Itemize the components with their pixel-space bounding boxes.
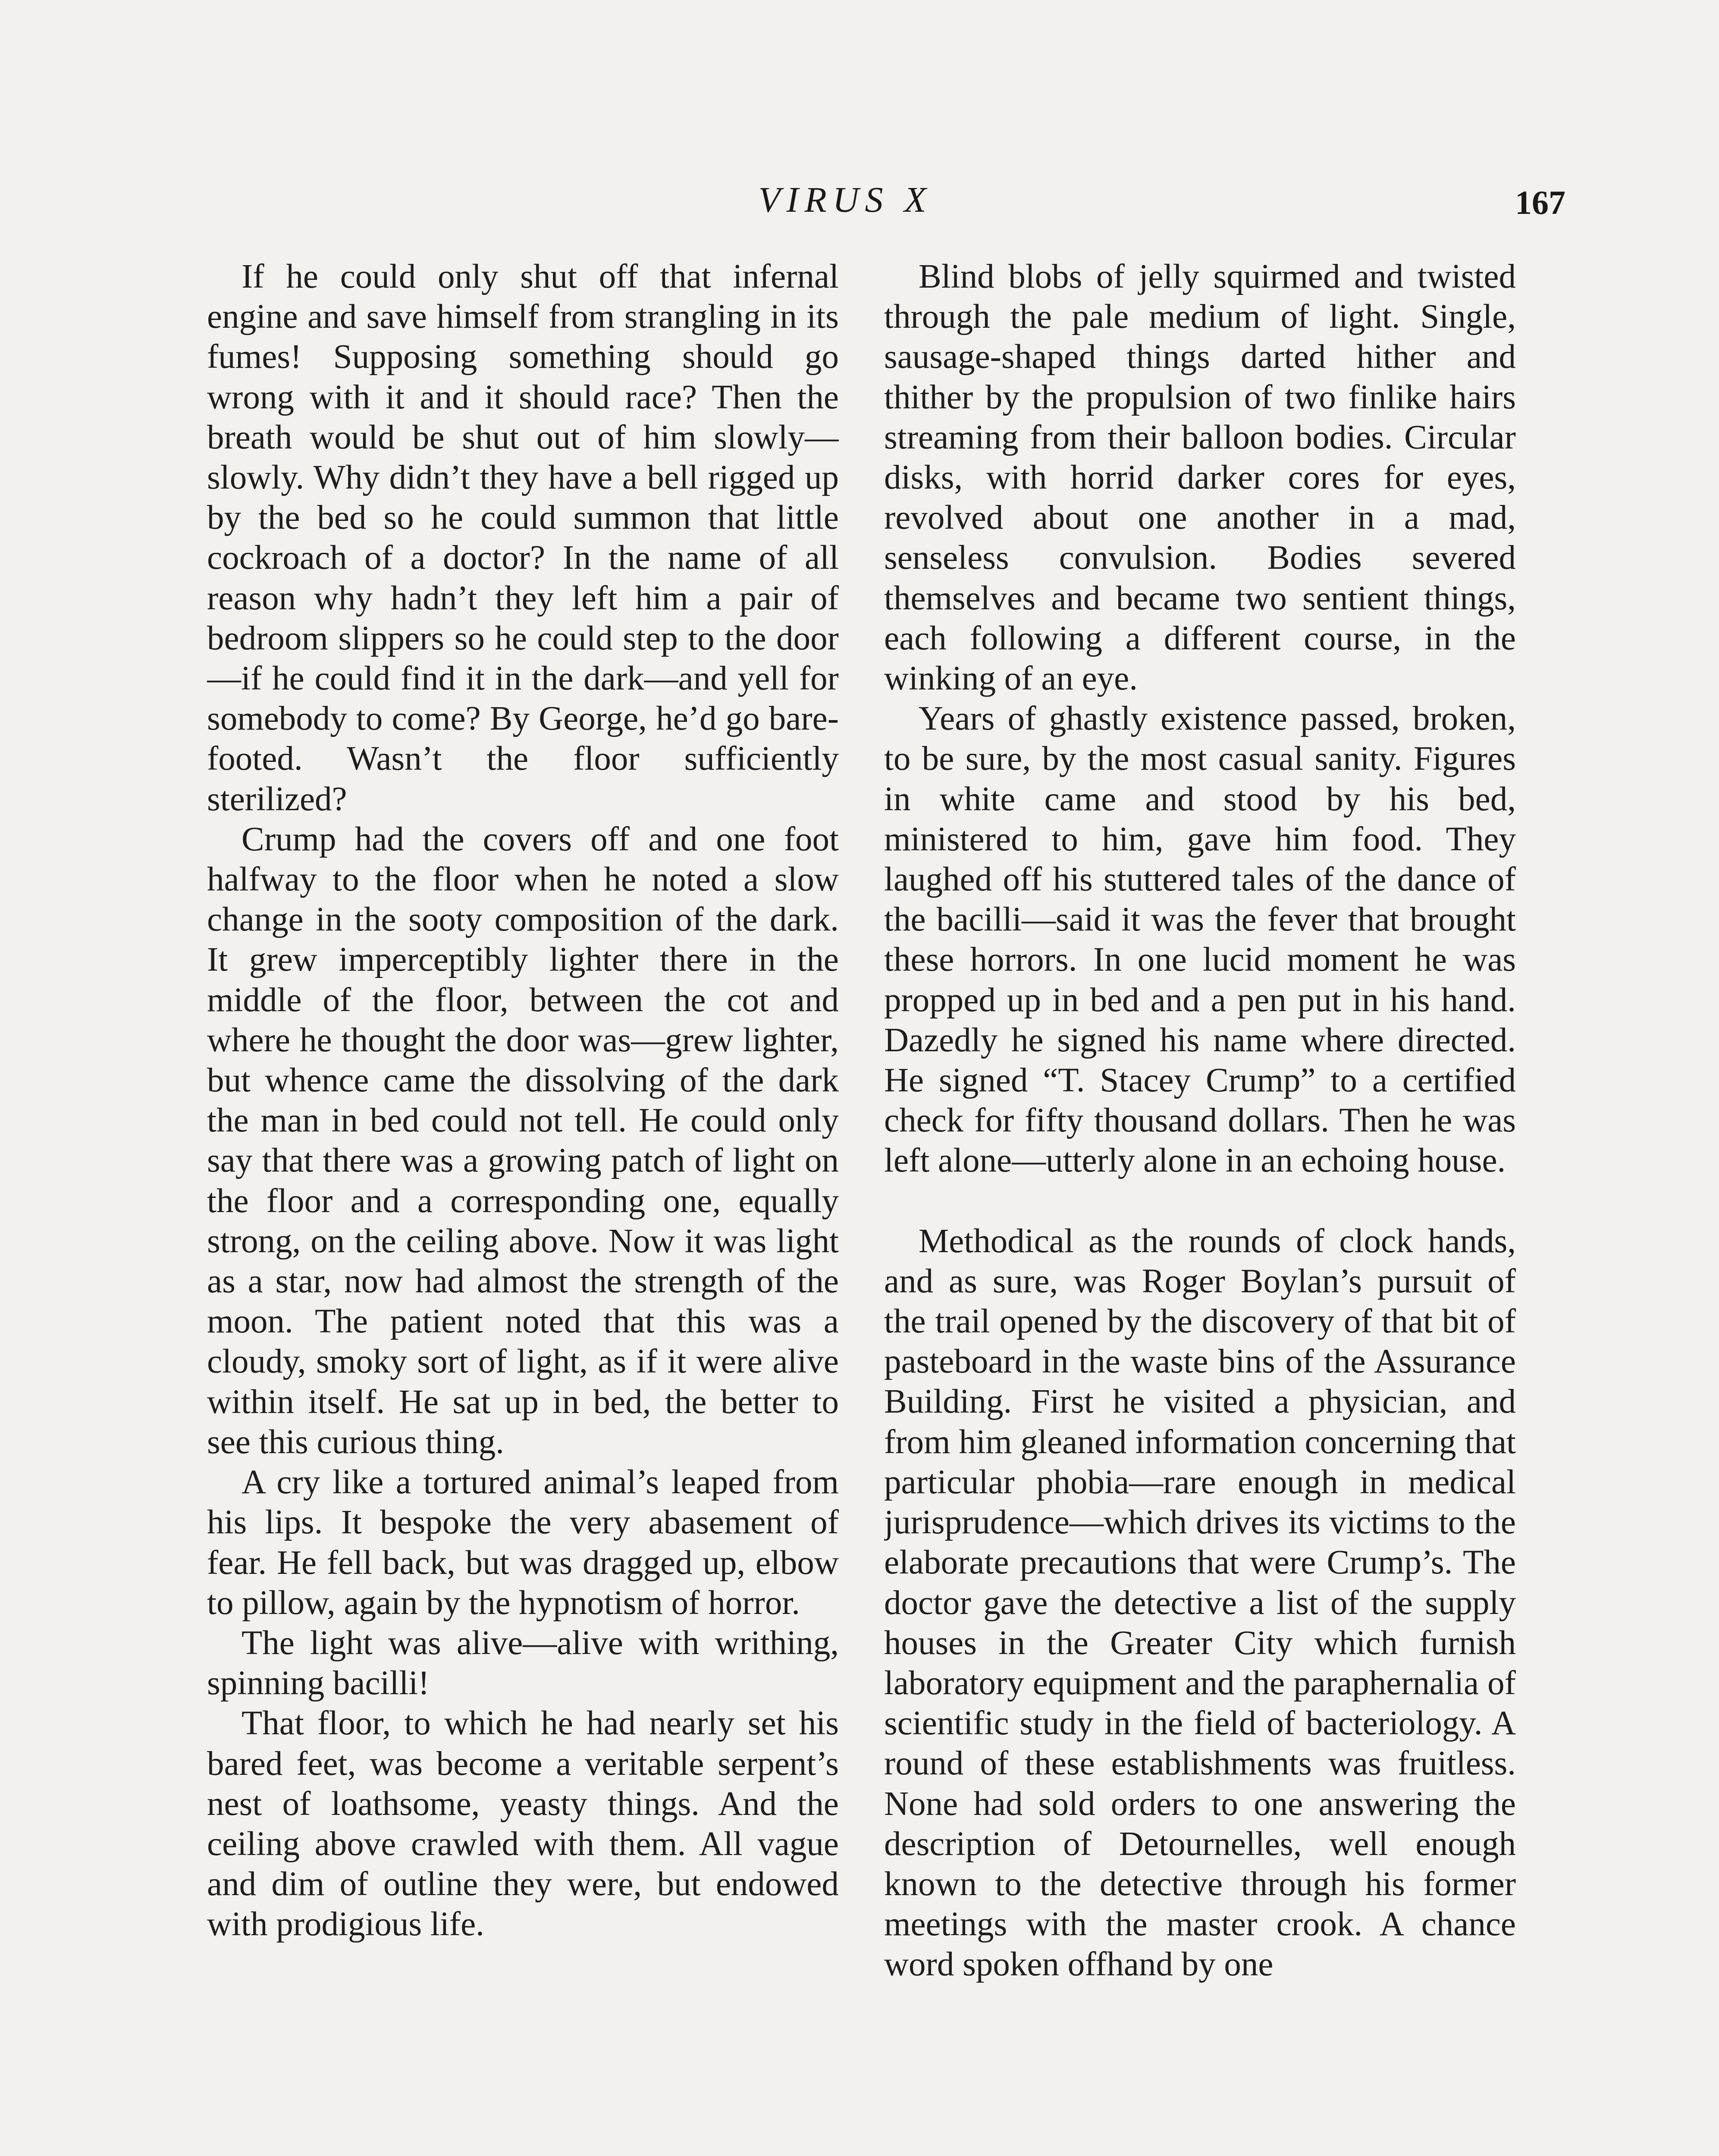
paragraph: If he could only shut off that infernal engine and save himself from strangling in its fumes! Supposing something should go wrong with it and it should race? Then the breath would be shut out of him slowly—slowly. Why didn’t they have a bell rigged up by the bed so he could summon that little cockroach of a doctor? In the name of all reason why hadn’t they left him a pair of bedroom slippers so he could step to the door—if he could find it in the dark—and yell for somebody to come? By George, he’d go barefooted. Wasn’t the floor sufficiently sterilized?	[207, 258, 839, 818]
paragraph: A cry like a tortured animal’s leaped from his lips. It bespoke the very abasement of fear. He fell back, but was dragged up, elbow to pillow, again by the hypnotism of horror.	[207, 1463, 839, 1622]
paragraph: Blind blobs of jelly squirmed and twisted through the pale medium of light. Single, sausage-shaped things darted hither and thither by the propulsion of two finlike hairs streaming from their balloon bodies. Circular disks, with horrid darker cores for eyes, revolved about one another in a mad, senseless convulsion. Bodies severed themselves and became two sentient things, each following a different course, in the winking of an eye.	[884, 258, 1516, 698]
left-column	[207, 257, 839, 2156]
paragraph: Crump had the covers off and one foot halfway to the floor when he noted a slow change in the sooty composition of the dark. It grew imperceptibly lighter there in the middle of the floor, between the cot and where he thought the door was—grew lighter, but whence came the dissolving of the dark the man in bed could not tell. He could only say that there was a growing patch of light on the floor and a corresponding one, equally strong, on the ceiling above. Now it was light as a star, now had almost the strength of the moon. The patient noted that this was a cloudy, smoky sort of light, as if it were alive within itself. He sat up in bed, the better to see this curious thing.	[207, 820, 839, 1461]
right-column	[884, 257, 1516, 2156]
paragraph: Years of ghastly existence passed, broken, to be sure, by the most casual sanity. Figures in white came and stood by his bed, ministered to him, gave him food. They laughed off his stuttered tales of the dance of the bacilli—said it was the fever that brought these horrors. In one lucid moment he was propped up in bed and a pen put in his hand. Dazedly he signed his name where directed. He signed “T. Stacey Crump” to a certified check for fifty thousand dollars. Then he was left alone—utterly alone in an echoing house.	[884, 700, 1516, 1180]
page-number: 167	[1515, 184, 1565, 221]
running-title: VIRUS X	[758, 180, 932, 220]
paragraph: Methodical as the rounds of clock hands, and as sure, was Roger Boylan’s pursuit of the trail opened by the discovery of that bit of pasteboard in the waste bins of the Assurance Building. First he visited a physician, and from him gleaned information concerning that particular phobia—rare enough in medical jurisprudence—which drives its victims to the elaborate precautions that were Crump’s. The doctor gave the detective a list of the supply houses in the Greater City which furnish laboratory equipment and the paraphernalia of scientific study in the field of bacteriology. A round of these establishments was fruitless. None had sold orders to one answering the description of Detournelles, well enough known to the detective through his former meetings with the master crook. A chance word spoken offhand by one	[884, 1222, 1516, 1984]
paragraph: That floor, to which he had nearly set his bared feet, was become a veritable serpent’s nest of loathsome, yeasty things. And the ceiling above crawled with them. All vague and dim of outline they were, but endowed with prodigious life.	[207, 1705, 839, 1943]
paragraph: The light was alive—alive with writhing, spinning bacilli!	[207, 1624, 839, 1702]
